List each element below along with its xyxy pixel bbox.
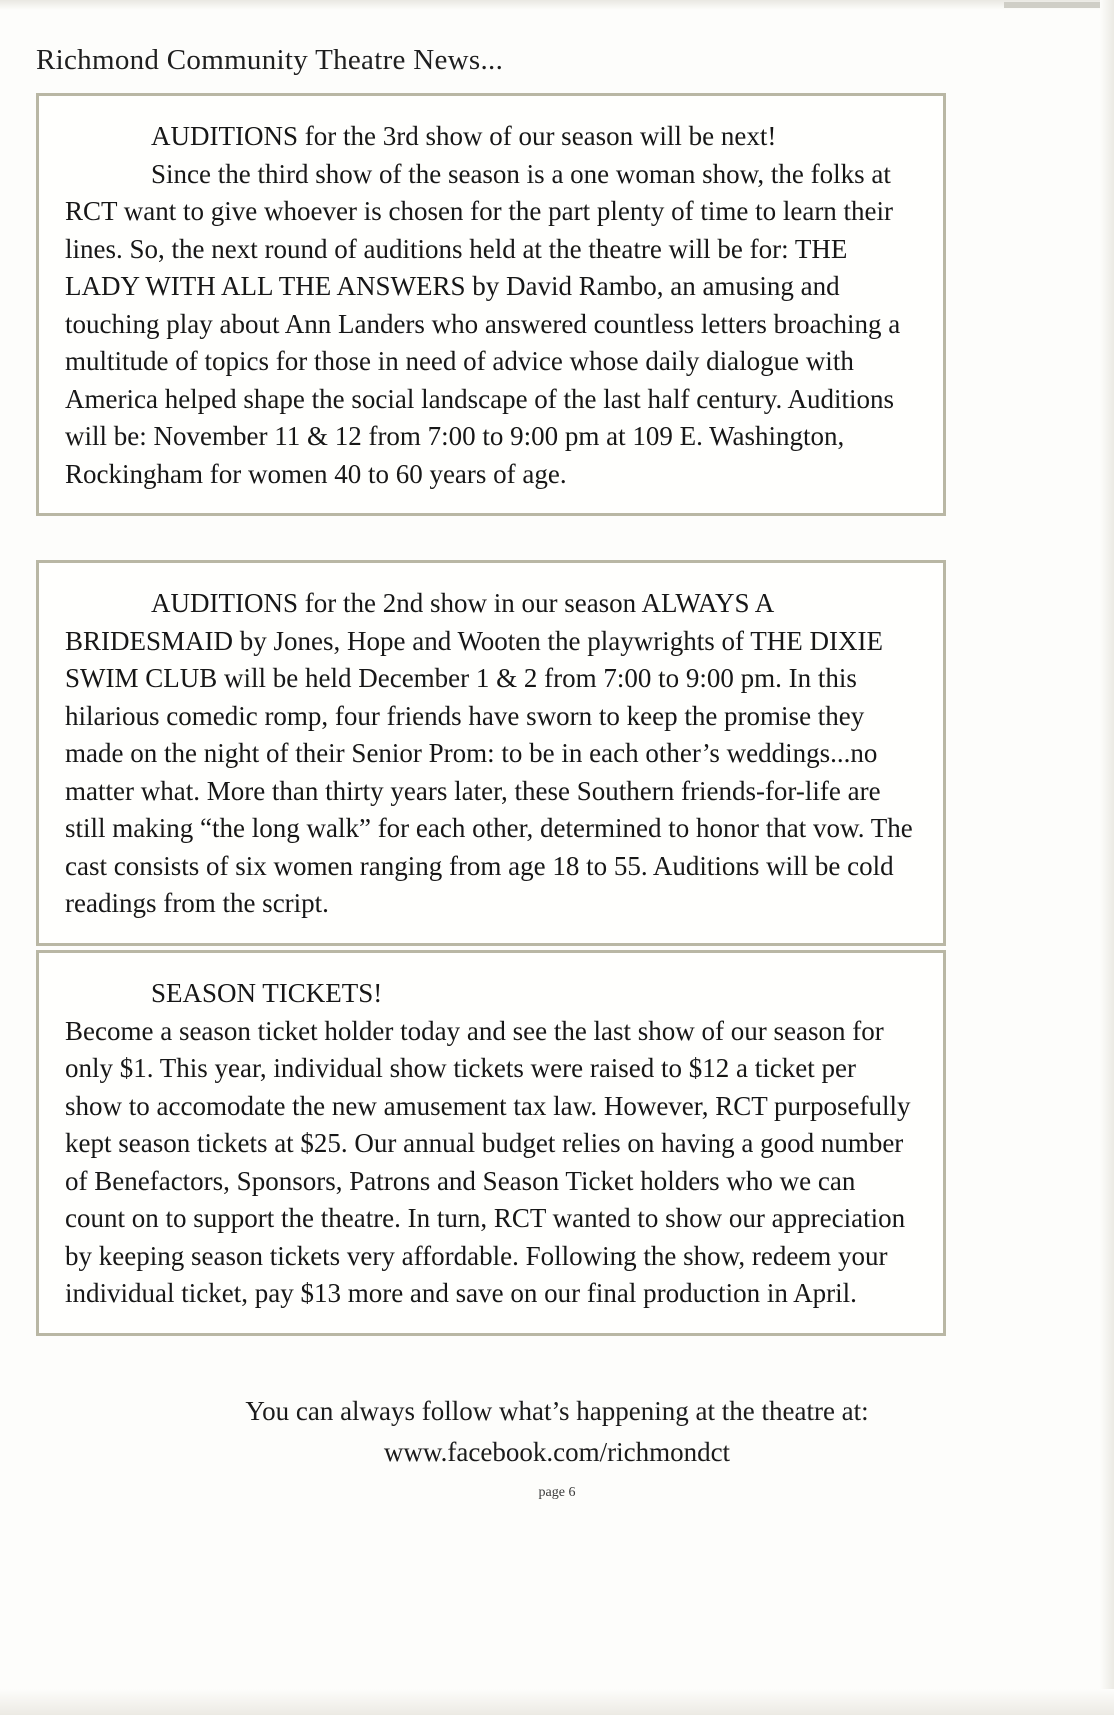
footer-follow-text: You can always follow what’s happening at the theatre at: <box>245 1396 869 1426</box>
auditions-3rd-headline: AUDITIONS for the 3rd show of our season will be next! <box>151 121 777 151</box>
page-title: Richmond Community Theatre News... <box>36 44 504 76</box>
scan-edge-bottom <box>0 1689 1114 1715</box>
auditions-3rd-body: Since the third show of the season is a one woman show, the folks at RCT want to give whoever is chosen for the part plenty of time to learn their lines. So, the next round of auditions held at the theatre will be for: THE LADY WITH ALL THE ANSWERS by David Rambo, an amusing and touching play about Ann Landers who answered countless letters broaching a multitude of topics for those in need of advice whose daily dialogue with America helped shape the social landscape of the last half century. Auditions will be: November 11 & 12 from 7:00 to 9:00 pm at 109 E. Washington, Rockingham for women 40 to 60 years of age. <box>65 158 901 489</box>
scan-artifact-mark <box>1004 2 1104 8</box>
auditions-2nd-body: AUDITIONS for the 2nd show in our season ALWAYS A BRIDESMAID by Jones, Hope and Wooten the playwrights of THE DIXIE SWIM CLUB will be held December 1 & 2 from 7:00 to 9:00 pm. In this hilarious comedic romp, four friends have sworn to keep the promise they made on the night of their Senior Prom: to be in each other’s weddings...no matter what. More than thirty years later, these Southern friends-for-life are still making “the long walk” for each other, determined to honor that vow. The cast consists of six women ranging from age 18 to 55. Auditions will be cold readings from the script. <box>65 588 913 918</box>
footer-facebook-url: www.facebook.com/richmondct <box>383 1437 731 1467</box>
scan-edge-top <box>0 0 1114 10</box>
page-number: page 6 <box>538 1485 576 1500</box>
season-tickets-body: Become a season ticket holder today and see the last show of our season for only $1. This year, individual show tickets were raised to $12 a ticket per show to accomodate the new amusement tax law. However, RCT purposefully kept season tickets at $25. Our annual budget relies on having a good number of Benefactors, Sponsors, Patrons and Season Ticket holders who we can count on to support the theatre. In turn, RCT wanted to show our appreciation by keeping season tickets very affordable. Following the show, redeem your individual ticket, pay $13 more and save on our final production in April. <box>65 1015 911 1308</box>
article-box-auditions-2nd-show <box>36 560 946 946</box>
season-tickets-headline: SEASON TICKETS! <box>151 978 383 1008</box>
article-box-auditions-3rd-show <box>36 93 946 516</box>
article-box-season-tickets <box>36 950 946 1336</box>
